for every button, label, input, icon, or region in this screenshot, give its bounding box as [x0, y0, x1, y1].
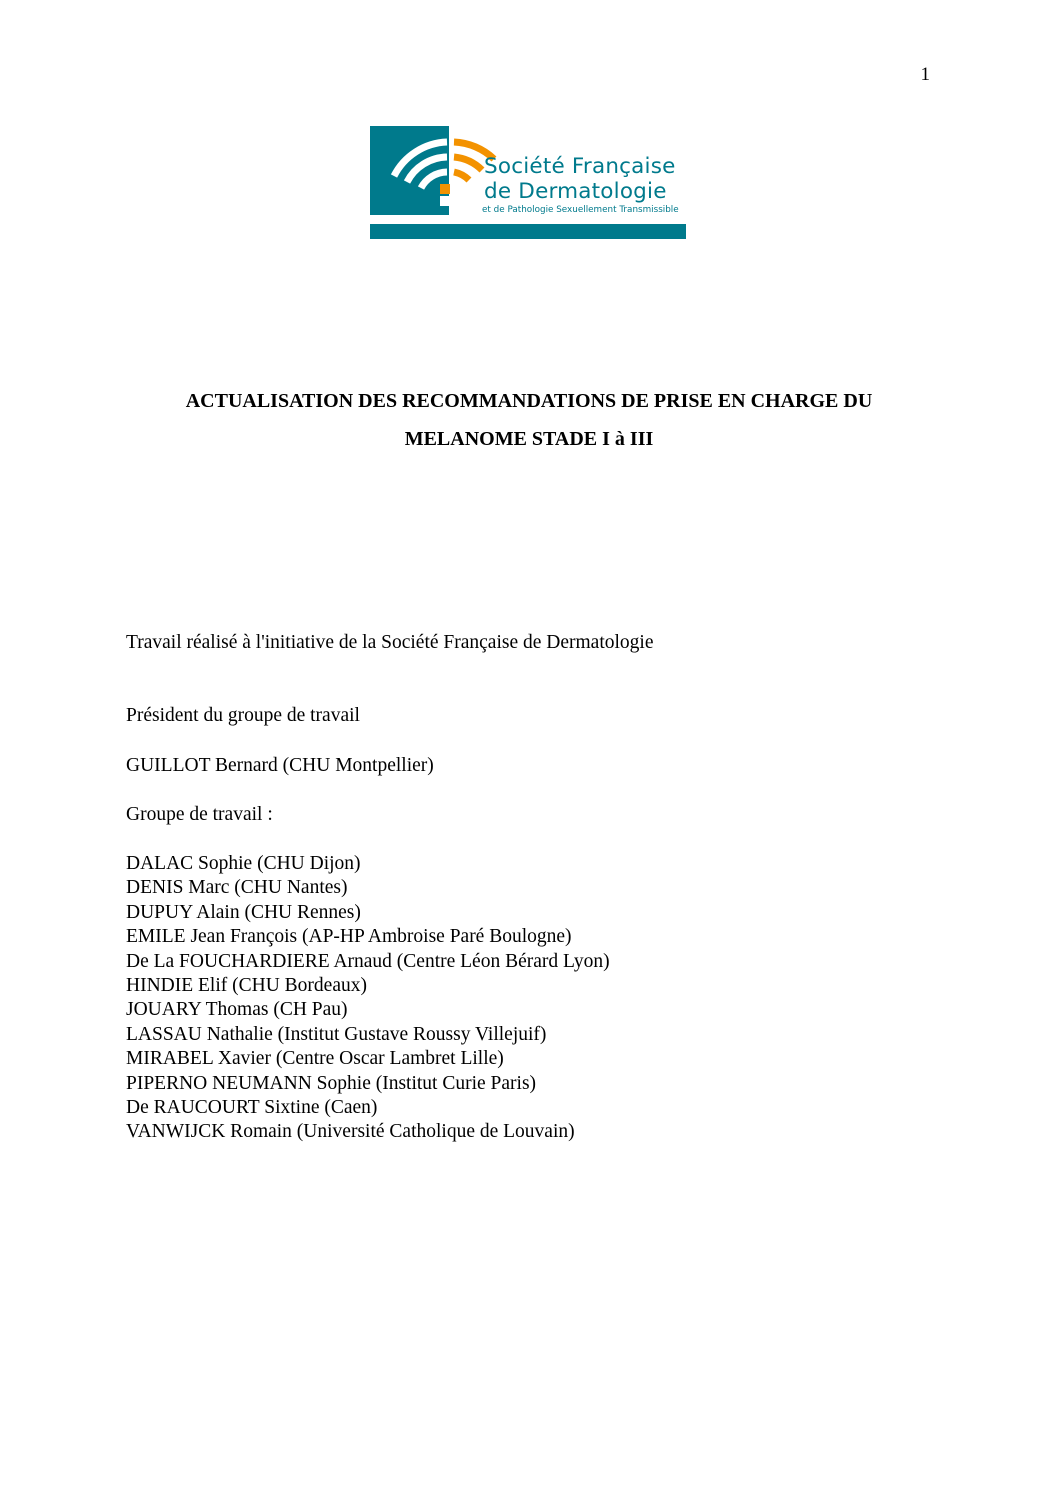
member-item: PIPERNO NEUMANN Sophie (Institut Curie Paris)	[126, 1072, 537, 1094]
title-line-1: ACTUALISATION DES RECOMMANDATIONS DE PRISE EN CHARGE DU	[185, 390, 873, 412]
member-item: DUPUY Alain (CHU Rennes)	[126, 901, 361, 923]
page-number: 1	[920, 64, 930, 85]
sfd-logo	[370, 126, 686, 239]
document-title	[100, 382, 958, 458]
member-item: HINDIE Elif (CHU Bordeaux)	[126, 975, 367, 997]
logo-square-orange	[440, 184, 450, 194]
member-item: VANWIJCK Romain (Université Catholique de Louvain)	[126, 1121, 575, 1143]
member-item: DALAC Sophie (CHU Dijon)	[126, 853, 361, 874]
intro-text: Travail réalisé à l'initiative de la Société Française de Dermatologie	[126, 632, 654, 653]
title-line-2: MELANOME STADE I à III	[404, 428, 654, 450]
logo-line-2: de Dermatologie	[484, 178, 667, 204]
president-name: GUILLOT Bernard (CHU Montpellier)	[126, 755, 434, 776]
members-list	[126, 852, 610, 1145]
member-item: JOUARY Thomas (CH Pau)	[126, 999, 348, 1021]
member-item: EMILE Jean François (AP-HP Ambroise Paré Boulogne)	[126, 926, 572, 948]
president-heading: Président du groupe de travail	[126, 705, 360, 726]
member-item: De La FOUCHARDIERE Arnaud (Centre Léon Bérard Lyon)	[126, 950, 610, 972]
logo-line-1: Société Française	[484, 154, 676, 179]
logo-wordmark	[484, 156, 679, 215]
member-item: DENIS Marc (CHU Nantes)	[126, 877, 348, 899]
logo-square-white	[440, 196, 450, 206]
member-item: MIRABEL Xavier (Centre Oscar Lambret Lille)	[126, 1048, 504, 1070]
member-item: De RAUCOURT Sixtine (Caen)	[126, 1097, 378, 1119]
logo-line-3: et de Pathologie Sexuellement Transmissible	[482, 205, 679, 215]
group-heading: Groupe de travail :	[126, 804, 273, 825]
logo-teal-bar	[370, 224, 686, 239]
member-item: LASSAU Nathalie (Institut Gustave Roussy Villejuif)	[126, 1023, 547, 1045]
